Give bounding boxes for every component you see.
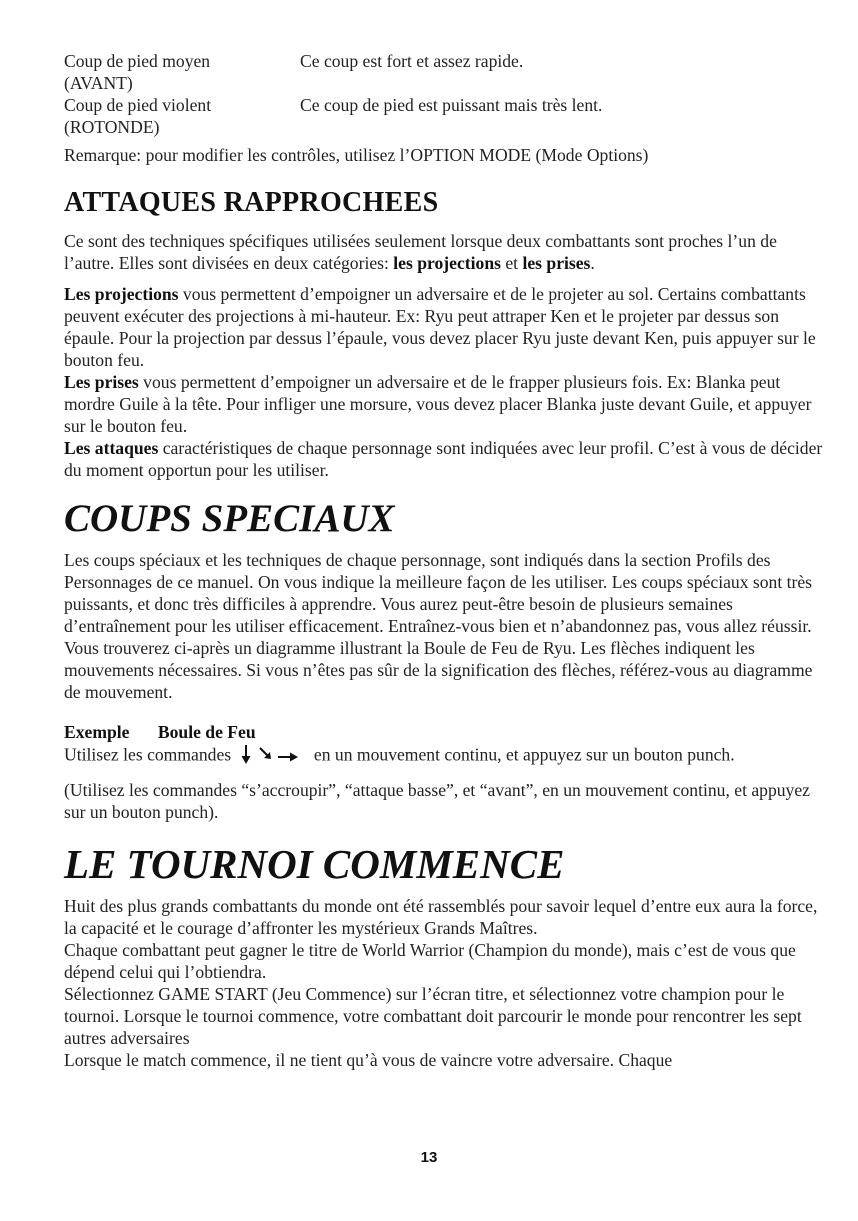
- example-after: en un mouvement continu, et appuyez sur un bouton punch.: [313, 744, 735, 765]
- projections-term: Les projections: [64, 284, 179, 304]
- example-before: Utilisez les commandes: [64, 744, 232, 765]
- move-name-line: (AVANT): [64, 73, 133, 93]
- intro-mid: et: [500, 253, 523, 273]
- tournoi-paragraph-2: Chaque combattant peut gagner le titre de World Warrior (Champion du monde), mais c’est de vous que dépend celui qui l’obtiendra.: [64, 940, 796, 982]
- speciaux-paragraph-2: Vous trouverez ci-après un diagramme illustrant la Boule de Feu de Ryu. Les flèches indiquent les mouvements nécessaires. Si vous n’êtes pas sûr de la signification des flèches, référez-vous au diagramme de mouvement.: [64, 638, 813, 702]
- move-name-line: Coup de pied violent: [64, 95, 212, 115]
- move-name-line: Coup de pied moyen: [64, 51, 211, 71]
- intro-bold-prises: les prises: [522, 253, 591, 273]
- intro-end: .: [590, 253, 595, 273]
- tournoi-paragraph-1: Huit des plus grands combattants du monde ont été rassemblés pour savoir lequel d’entre eux aura la force, la capacité et le courage d’affronter les mystérieux Grands Maîtres.: [64, 896, 818, 938]
- section-title-rapprochees: ATTAQUES RAPPROCHEES: [64, 187, 439, 218]
- attaques-text: caractéristiques de chaque personnage sont indiquées avec leur profil. C’est à vous de décider du moment opportun pour les utiliser.: [64, 438, 823, 480]
- example-note: (Utilisez les commandes “s’accroupir”, “attaque basse”, et “avant”, en un mouvement continu, et appuyez sur un bouton punch).: [64, 780, 810, 822]
- example-label: Exemple: [64, 722, 130, 742]
- move-name: [64, 94, 300, 138]
- attaques-term: Les attaques: [64, 438, 159, 458]
- tournoi-paragraph-3: Sélectionnez GAME START (Jeu Commence) sur l’écran titre, et sélectionnez votre champion pour le tournoi. Lorsque le tournoi commence, votre combattant doit parcourir le monde pour rencontrer les sept autres adversaires: [64, 984, 802, 1048]
- prises-paragraph: [64, 371, 824, 437]
- example-title: Boule de Feu: [157, 722, 256, 742]
- intro-text: Ce sont des techniques spécifiques utilisées seulement lorsque deux combattants sont proches l’un de l’autre. Elles sont divisées en deux catégories:: [64, 231, 777, 273]
- example-heading: [64, 721, 824, 743]
- prises-term: Les prises: [64, 372, 139, 392]
- speciaux-paragraph-1: Les coups spéciaux et les techniques de chaque personnage, sont indiqués dans la section Profils des Personnages de ce manuel. On vous indique la meilleure façon de les utiliser. Les coups spéciaux sont très puissants, et donc très difficiles à apprendre. Vous aurez peut-être besoin de plusieurs semaines d’entraînement pour les utiliser efficacement. Entraînez-vous bien et n’abandonnez pas, vous allez réussir.: [64, 550, 813, 636]
- intro-bold-projections: les projections: [393, 253, 501, 273]
- prises-text: vous permettent d’empoigner un adversaire et de le frapper plusieurs fois. Ex: Blanka peut mordre Guile à la tête. Pour infliger une morsure, vous devez placer Blanka juste devant Guile, et appuyer sur le bouton feu.: [64, 372, 812, 436]
- move-desc: Ce coup est fort et assez rapide.: [300, 51, 524, 71]
- example-instruction: [64, 743, 824, 770]
- moves-table: [64, 50, 824, 138]
- move-name: [64, 50, 300, 94]
- manual-page: [64, 50, 824, 1071]
- attaques-paragraph: [64, 437, 824, 481]
- page-number: 13: [420, 1149, 438, 1166]
- move-desc: Ce coup de pied est puissant mais très lent.: [300, 95, 603, 115]
- move-name-line: (ROTONDE): [64, 117, 160, 137]
- projections-text: vous permettent d’empoigner un adversaire et de le projeter au sol. Certains combattants peuvent exécuter des projections à mi-hauteur. Ex: Ryu peut attraper Ken et le projeter par dessus son épaule. Pour la projection par dessus l’épaule, vous devez placer Ryu juste devant Ken, puis appuyer sur le bouton feu.: [64, 284, 816, 370]
- rapprochees-intro: [64, 230, 824, 274]
- section-title-tournoi: LE TOURNOI COMMENCE: [64, 841, 565, 887]
- projections-paragraph: [64, 283, 824, 371]
- fireball-arrows: [240, 743, 302, 770]
- arrow-sequence-icon: [240, 743, 302, 765]
- remark-text: Remarque: pour modifier les contrôles, utilisez l’OPTION MODE (Mode Options): [64, 145, 649, 165]
- section-title-speciaux: COUPS SPECIAUX: [64, 497, 395, 540]
- tournoi-paragraph-4: Lorsque le match commence, il ne tient qu’à vous de vaincre votre adversaire. Chaque: [64, 1050, 673, 1070]
